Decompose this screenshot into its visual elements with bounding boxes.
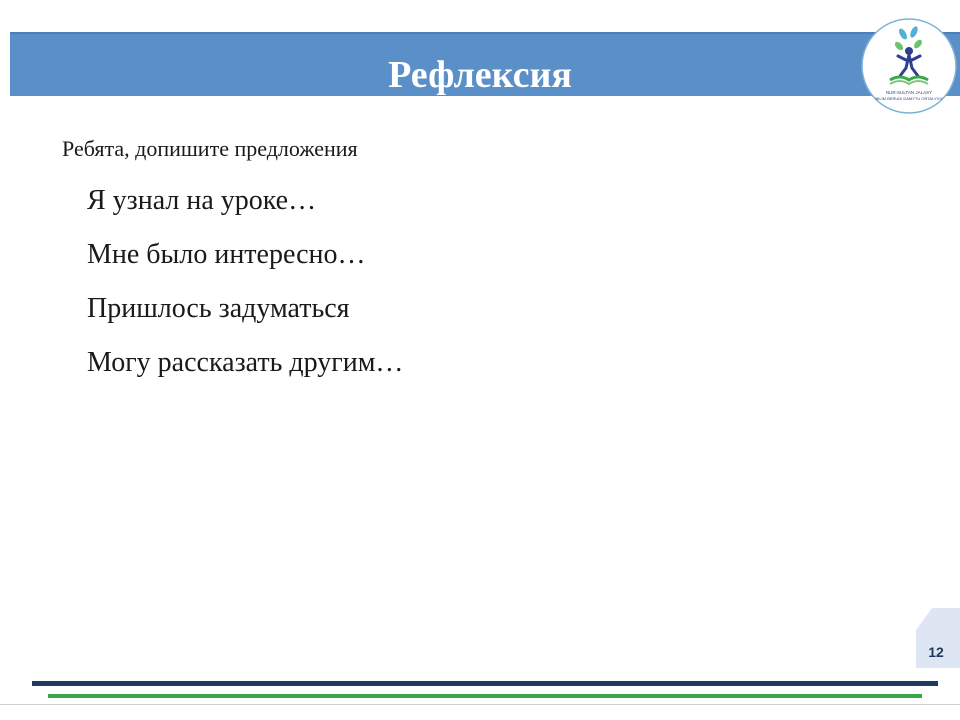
sentence-item: Пришлось задуматься (87, 293, 350, 324)
footer-rule-gray (0, 704, 960, 705)
sentence-item: Я узнал на уроке… (87, 185, 317, 216)
footer-rule-green (48, 694, 922, 698)
sentence-item: Могу рассказать другим… (87, 347, 404, 378)
page-number: 12 (928, 644, 944, 660)
sentence-item: Мне было интересно… (87, 239, 366, 270)
sentence-list (87, 184, 403, 400)
logo-text-line1: NUR-SULTAN JALASY (885, 90, 933, 95)
logo-icon (860, 14, 958, 118)
footer-rule-navy (32, 681, 938, 686)
intro-text: Ребята, допишите предложения (62, 136, 358, 161)
logo-text-line2: BILIM BERUDI DAMYTU ORTALYGY (875, 96, 943, 101)
slide-title: Рефлексия (388, 54, 572, 96)
